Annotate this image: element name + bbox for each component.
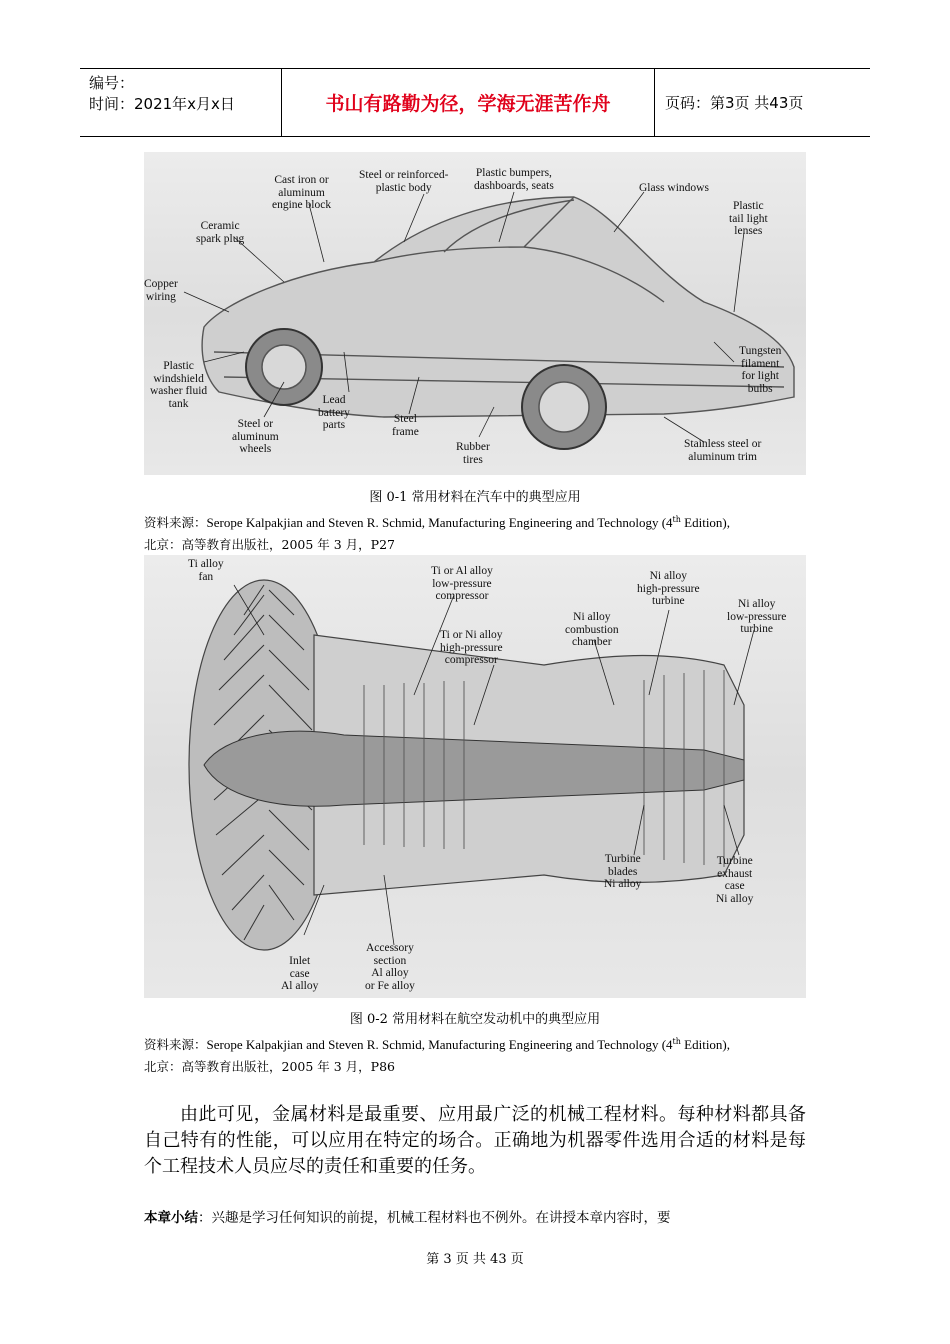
label-lp-turbine: Ni alloy low-pressure turbine xyxy=(727,598,787,635)
time-label: 时间：2021年x月x日 xyxy=(89,95,235,113)
label-lp-compressor: Ti or Al alloy low-pressure compressor xyxy=(431,565,493,602)
serial-label: 编号： xyxy=(89,74,135,92)
label-wheels: Steel or aluminum wheels xyxy=(232,418,279,455)
figure1-caption: 图 0-1 常用材料在汽车中的典型应用 xyxy=(369,490,581,505)
label-turbine-blades: Turbine blades Ni alloy xyxy=(604,853,642,890)
label-steel-frame: Steel frame xyxy=(392,413,419,438)
source-sup: th xyxy=(672,1037,681,1046)
label-copper-wiring: Copper wiring xyxy=(144,278,178,303)
label-tail-light: Plastic tail light lenses xyxy=(729,200,768,237)
label-hp-turbine: Ni alloy high-pressure turbine xyxy=(637,570,700,607)
figure2-caption: 图 0-2 常用材料在航空发动机中的典型应用 xyxy=(349,1012,601,1027)
label-lead-battery: Lead battery parts xyxy=(318,394,350,431)
source-text: Serope Kalpakjian and Steven R. Schmid, Manufacturing Engineering and Technology (4 xyxy=(206,515,673,531)
label-glass-windows: Glass windows xyxy=(639,182,709,194)
header-info-cell xyxy=(80,69,282,136)
page-header xyxy=(80,68,870,137)
label-rubber-tires: Rubber tires xyxy=(456,441,490,466)
source-line2: 北京：高等教育出版社，2005 年 3 月，P27 xyxy=(144,537,396,553)
source-line2: 北京：高等教育出版社，2005 年 3 月，P86 xyxy=(144,1059,396,1075)
jet-engine-illustration xyxy=(144,555,806,998)
label-hp-compressor: Ti or Ni alloy high-pressure compressor xyxy=(440,629,503,666)
label-plastic-bumpers: Plastic bumpers, dashboards, seats xyxy=(474,167,554,192)
car-materials-figure xyxy=(144,152,806,475)
chapter-summary xyxy=(144,1206,806,1226)
label-washer-tank: Plastic windshield washer fluid tank xyxy=(150,360,208,410)
source-end: Edition), xyxy=(680,515,731,531)
label-cast-iron-block: Cast iron or aluminum engine block xyxy=(272,174,332,211)
summary-text: ：兴趣是学习任何知识的前提，机械工程材料也不例外。在讲授本章内容时，要 xyxy=(198,1210,671,1226)
page-footer: 第 3 页 共 43 页 xyxy=(426,1252,524,1267)
label-inlet-case: Inlet case Al alloy xyxy=(281,955,319,992)
label-combustion-chamber: Ni alloy combustion chamber xyxy=(565,611,619,648)
label-steel-body: Steel or reinforced- plastic body xyxy=(359,169,449,194)
label-accessory-section: Accessory section Al alloy or Fe alloy xyxy=(365,942,415,992)
source-end: Edition), xyxy=(680,1037,731,1053)
header-page-label: 页码：第3页 共43页 xyxy=(665,94,804,112)
figure1-source xyxy=(144,509,806,556)
source-prefix: 资料来源： xyxy=(144,515,207,531)
label-stainless-trim: Stainless steel or aluminum trim xyxy=(684,438,762,463)
jet-engine-figure xyxy=(144,555,806,998)
body-paragraph: 由此可见，金属材料是最重要、应用最广泛的机械工程材料。每种材料都具备自己特有的性能，可以应用在特定的场合。正确地为机器零件选用合适的材料是每个工程技术人员应尽的责任和重要的任务。 xyxy=(144,1104,806,1177)
summary-label: 本章小结 xyxy=(144,1210,198,1226)
label-turbine-exhaust: Turbine exhaust case Ni alloy xyxy=(716,855,754,905)
header-motto: 书山有路勤为径，学海无涯苦作舟 xyxy=(282,69,655,136)
source-text: Serope Kalpakjian and Steven R. Schmid, Manufacturing Engineering and Technology (4 xyxy=(206,1037,673,1053)
figure2-source xyxy=(144,1031,806,1078)
label-ti-alloy-fan: Ti alloy fan xyxy=(188,558,224,583)
label-ceramic-spark-plug: Ceramic spark plug xyxy=(196,220,245,245)
source-prefix: 资料来源： xyxy=(144,1037,207,1053)
label-tungsten-filament: Tungsten filament for light bulbs xyxy=(739,345,782,395)
source-sup: th xyxy=(672,515,681,524)
